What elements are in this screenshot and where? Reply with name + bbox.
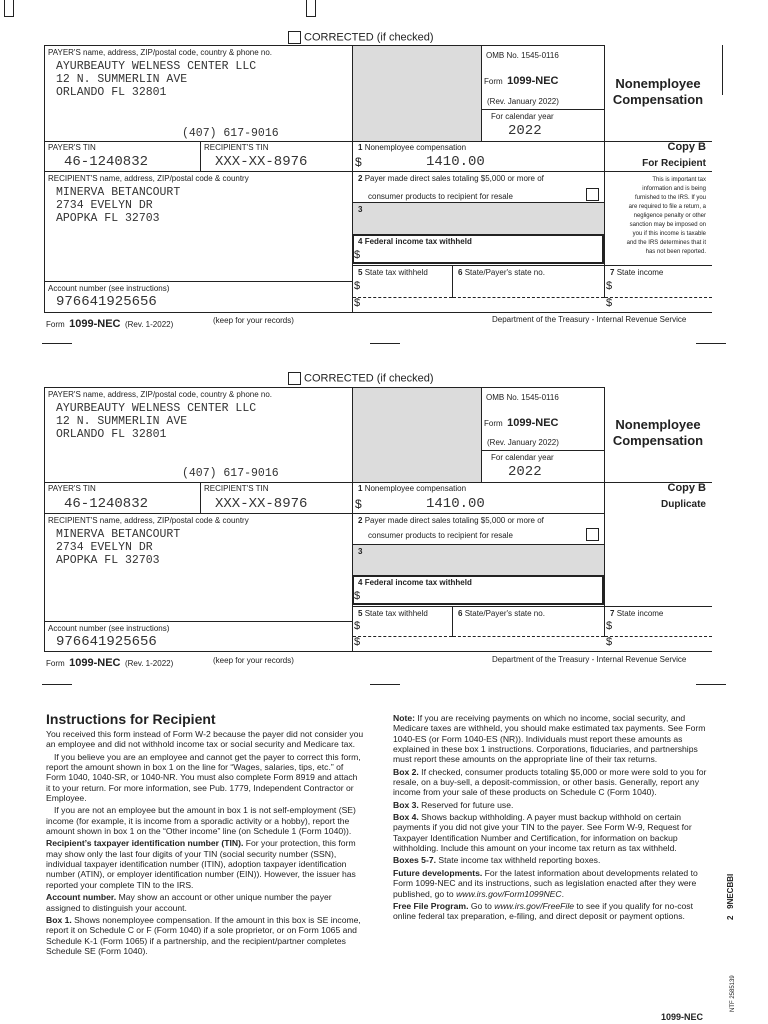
recipient-tin-2: XXX-XX-8976	[215, 496, 308, 512]
account-number: 976641925656	[56, 294, 157, 310]
form-number-2: Form 1099-NEC	[484, 417, 559, 429]
box5-dollar-1: $	[354, 280, 361, 292]
recipient-name-2: MINERVA BETANCOURT	[56, 528, 181, 541]
recipient-tin: XXX-XX-8976	[215, 154, 308, 170]
instr-p2: If you believe you are an employee and cannot get the payer to correct this form, report the amount shown in box 1 on the line for “Wages, salaries, tips, etc.” of Form 1040, 1040-SR, or 1040-NR. You must also complete Form 8919 and attach it to your return. For more information, see Pub. 1779, Independent Contractor or Employee.	[46, 751, 361, 804]
box1-label: 1 Nonemployee compensation	[358, 143, 467, 152]
instr-future: Future developments. For the latest information about developments related to Form 1099-NEC and its instructions, such as legislation enacted after they were published, go to www.irs.gov/Form1099NEC.	[393, 867, 698, 899]
instructions-left-column	[46, 711, 364, 958]
instructions-title: Instructions for Recipient	[46, 711, 216, 727]
payer-label: PAYER'S name, address, ZIP/postal code, country & phone no.	[48, 48, 273, 57]
payer-name: AYURBEAUTY WELNESS CENTER LLC	[56, 60, 257, 73]
box2-label-line2: consumer products to recipient for resale	[368, 192, 513, 201]
footer-keep-2: (keep for your records)	[213, 656, 294, 665]
recipient-name: MINERVA BETANCOURT	[56, 186, 181, 199]
account-label: Account number (see instructions)	[48, 284, 170, 293]
payer-label-2: PAYER'S name, address, ZIP/postal code, country & phone no.	[48, 390, 273, 399]
footer-form-id: Form 1099-NEC (Rev. 1-2022)	[46, 318, 174, 330]
corrected-label-2: CORRECTED (if checked)	[304, 372, 434, 385]
corrected-checkbox-2[interactable]	[288, 372, 301, 385]
payer-address-1-2: 12 N. SUMMERLIN AVE	[56, 415, 188, 428]
omb-number: OMB No. 1545-0116	[486, 51, 559, 60]
box7-dollar-1: $	[606, 280, 613, 292]
corrected-checkbox-row-2[interactable]	[288, 372, 434, 385]
box4-dollar-2: $	[354, 590, 361, 602]
form-number: Form 1099-NEC	[484, 75, 559, 87]
side-code: 2 9NECBBI	[726, 873, 735, 920]
box7-label-2: 7 State income	[610, 609, 664, 618]
box1-dollar-2: $	[355, 497, 362, 511]
box3-label-2: 3	[358, 547, 363, 556]
box5-label-2: 5 State tax withheld	[358, 609, 428, 618]
payer-name-2: AYURBEAUTY WELNESS CENTER LLC	[56, 402, 257, 415]
box2-label-line2-2: consumer products to recipient for resale	[368, 531, 513, 540]
box2-checkbox[interactable]	[586, 188, 599, 201]
corrected-checkbox-row[interactable]	[288, 31, 434, 44]
box2-label-2: 2 Payer made direct sales totaling $5,000 or more of	[358, 516, 544, 525]
recipient-address-1: 2734 EVELYN DR	[56, 199, 153, 212]
box4-label: 4 Federal income tax withheld	[358, 237, 472, 246]
recipient-tin-label-2: RECIPIENT'S TIN	[204, 484, 269, 493]
calendar-year-2: 2022	[508, 464, 542, 480]
recipient-address-1-2: 2734 EVELYN DR	[56, 541, 153, 554]
box6-label-2: 6 State/Payer's state no.	[458, 609, 545, 618]
recipient-address-2: APOPKA FL 32703	[56, 212, 160, 225]
revision: (Rev. January 2022)	[487, 97, 559, 106]
payer-tin-label: PAYER'S TIN	[48, 143, 96, 152]
instr-freefile: Free File Program. Go to www.irs.gov/FreeFile to see if you qualify for no-cost online federal tax preparation, e-filing, and direct deposit or payment options.	[393, 900, 693, 922]
payer-tin-label-2: PAYER'S TIN	[48, 484, 96, 493]
for-recipient-label: For Recipient	[642, 158, 706, 169]
form-title: Nonemployee Compensation	[612, 76, 704, 107]
payer-address-2: ORLANDO FL 32801	[56, 86, 167, 99]
form-title-2: Nonemployee Compensation	[612, 417, 704, 448]
box1-dollar: $	[355, 155, 362, 169]
box2-checkbox-2[interactable]	[586, 528, 599, 541]
copy-b-label: Copy B	[667, 141, 706, 153]
notice-text: This is important tax information and is being furnished to the IRS. If you are required to file a return, a negligence penalty or other sanction may be imposed on you if this income is taxable and the IRS determines that it has not been reported.	[626, 177, 706, 255]
footer-keep: (keep for your records)	[213, 316, 294, 325]
footer-dept-2: Department of the Treasury - Internal Revenue Service	[492, 655, 687, 664]
crop-mark-right	[306, 0, 316, 17]
instr-p4: Recipient’s taxpayer identification number (TIN). For your protection, this form may show only the last four digits of your TIN (social security number (SSN), individual taxpayer identification number (ITIN), adoption taxpayer identification number (ATIN), or employer identification number (EIN)). However, the issuer has reported your complete TIN to the IRS.	[46, 838, 356, 890]
account-label-2: Account number (see instructions)	[48, 624, 170, 633]
side-ntf-code: NTF 2585139	[730, 975, 736, 1012]
box4-label-2: 4 Federal income tax withheld	[358, 578, 472, 587]
box7-dollar-2: $	[606, 297, 613, 309]
corrected-label: CORRECTED (if checked)	[304, 31, 434, 44]
account-number-2: 976641925656	[56, 634, 157, 650]
copy-b-label-2: Copy B	[667, 482, 706, 494]
box1-label-2: 1 Nonemployee compensation	[358, 484, 467, 493]
box6-label: 6 State/Payer's state no.	[458, 268, 545, 277]
box1-value: 1410.00	[426, 154, 485, 170]
recipient-address-2-2: APOPKA FL 32703	[56, 554, 160, 567]
box1-value-2: 1410.00	[426, 496, 485, 512]
recipient-tin-label: RECIPIENT'S TIN	[204, 143, 269, 152]
instructions-right-column	[393, 713, 713, 924]
duplicate-label: Duplicate	[660, 499, 706, 510]
instr-p3: If you are not an employee but the amount in box 1 is not self-employment (SE) income (for example, it is income from a sporadic activity or a hobby), report the amount shown in box 1 on the “Other income” line (on Schedule 1 (Form 1040)).	[46, 805, 356, 837]
box7-label: 7 State income	[610, 268, 664, 277]
payer-phone-2: (407) 617-9016	[182, 467, 279, 480]
box2-label: 2 Payer made direct sales totaling $5,000 or more of	[358, 174, 544, 183]
payer-phone: (407) 617-9016	[182, 127, 279, 140]
instr-box4: Box 4. Shows backup withholding. A payer must backup withhold on certain payments if you did not give your TIN to the payer. See Form W-9, Request for Taxpayer Identification Number and Certification, for information on backup withholding. Include this amount on your income tax return as tax withheld.	[393, 812, 692, 854]
calendar-year-label-2: For calendar year	[491, 453, 554, 462]
instr-box2: Box 2. If checked, consumer products totaling $5,000 or more were sold to you for resale, on a buy-sell, a deposit-commission, or other basis. Generally, report any income from your sale of these products on Schedule C (Form 1040).	[393, 766, 707, 798]
box7-dollar-1-2: $	[606, 620, 613, 632]
corrected-checkbox[interactable]	[288, 31, 301, 44]
footer-dept: Department of the Treasury - Internal Revenue Service	[492, 315, 687, 324]
instr-note: Note: If you are receiving payments on which no income, social security, and Medicare taxes are withheld, you should make estimated tax payments. See Form 1040-ES (or Form 1040-ES (NR)). Individuals must report these amounts as explained in these box 1 instructions. Corporations, fiduciaries, and partnerships must report these amounts on the appropriate line of their tax returns.	[393, 713, 706, 765]
recipient-label-2: RECIPIENT'S name, address, ZIP/postal code & country	[48, 516, 249, 525]
instr-box3: Box 3. Reserved for future use.	[393, 799, 514, 810]
payer-tin: 46-1240832	[64, 154, 149, 170]
omb-number-2: OMB No. 1545-0116	[486, 393, 559, 402]
revision-2: (Rev. January 2022)	[487, 438, 559, 447]
instr-p1: You received this form instead of Form W-2 because the payer did not consider you an employee and did not withhold income tax or social security and Medicare tax.	[46, 729, 364, 750]
box7-dollar-2-2: $	[606, 636, 613, 648]
bottom-form-id: 1099-NEC	[661, 1012, 704, 1022]
recipient-label: RECIPIENT'S name, address, ZIP/postal code & country	[48, 174, 249, 183]
box5-dollar-2-2: $	[354, 636, 361, 648]
calendar-year: 2022	[508, 123, 542, 139]
freefile-link[interactable]: www.irs.gov/FreeFile	[494, 900, 575, 911]
form1099nec-link[interactable]: www.irs.gov/Form1099NEC	[456, 888, 562, 899]
box5-label: 5 State tax withheld	[358, 268, 428, 277]
crop-mark-left	[4, 0, 14, 17]
instr-p6: Box 1. Shows nonemployee compensation. If the amount in this box is SE income, report it on Schedule C or F (Form 1040) if a sole proprietor, or on Form 1065 and Schedule K-1 (Form 1065) if a partnership, and the recipient/partner completes Schedule SE (Form 1040).	[46, 914, 361, 956]
footer-form-id-2: Form 1099-NEC (Rev. 1-2022)	[46, 657, 174, 669]
instr-boxes5-7: Boxes 5-7. State income tax withheld reporting boxes.	[393, 855, 601, 866]
instr-p5: Account number. May show an account or other unique number the payer assigned to distinguish your account.	[46, 892, 332, 913]
box5-dollar-1-2: $	[354, 620, 361, 632]
payer-address-2-2: ORLANDO FL 32801	[56, 428, 167, 441]
box5-dollar-2: $	[354, 297, 361, 309]
payer-address-1: 12 N. SUMMERLIN AVE	[56, 73, 188, 86]
box4-dollar: $	[354, 249, 361, 261]
payer-tin-2: 46-1240832	[64, 496, 149, 512]
box3-label: 3	[358, 205, 363, 214]
calendar-year-label: For calendar year	[491, 112, 554, 121]
